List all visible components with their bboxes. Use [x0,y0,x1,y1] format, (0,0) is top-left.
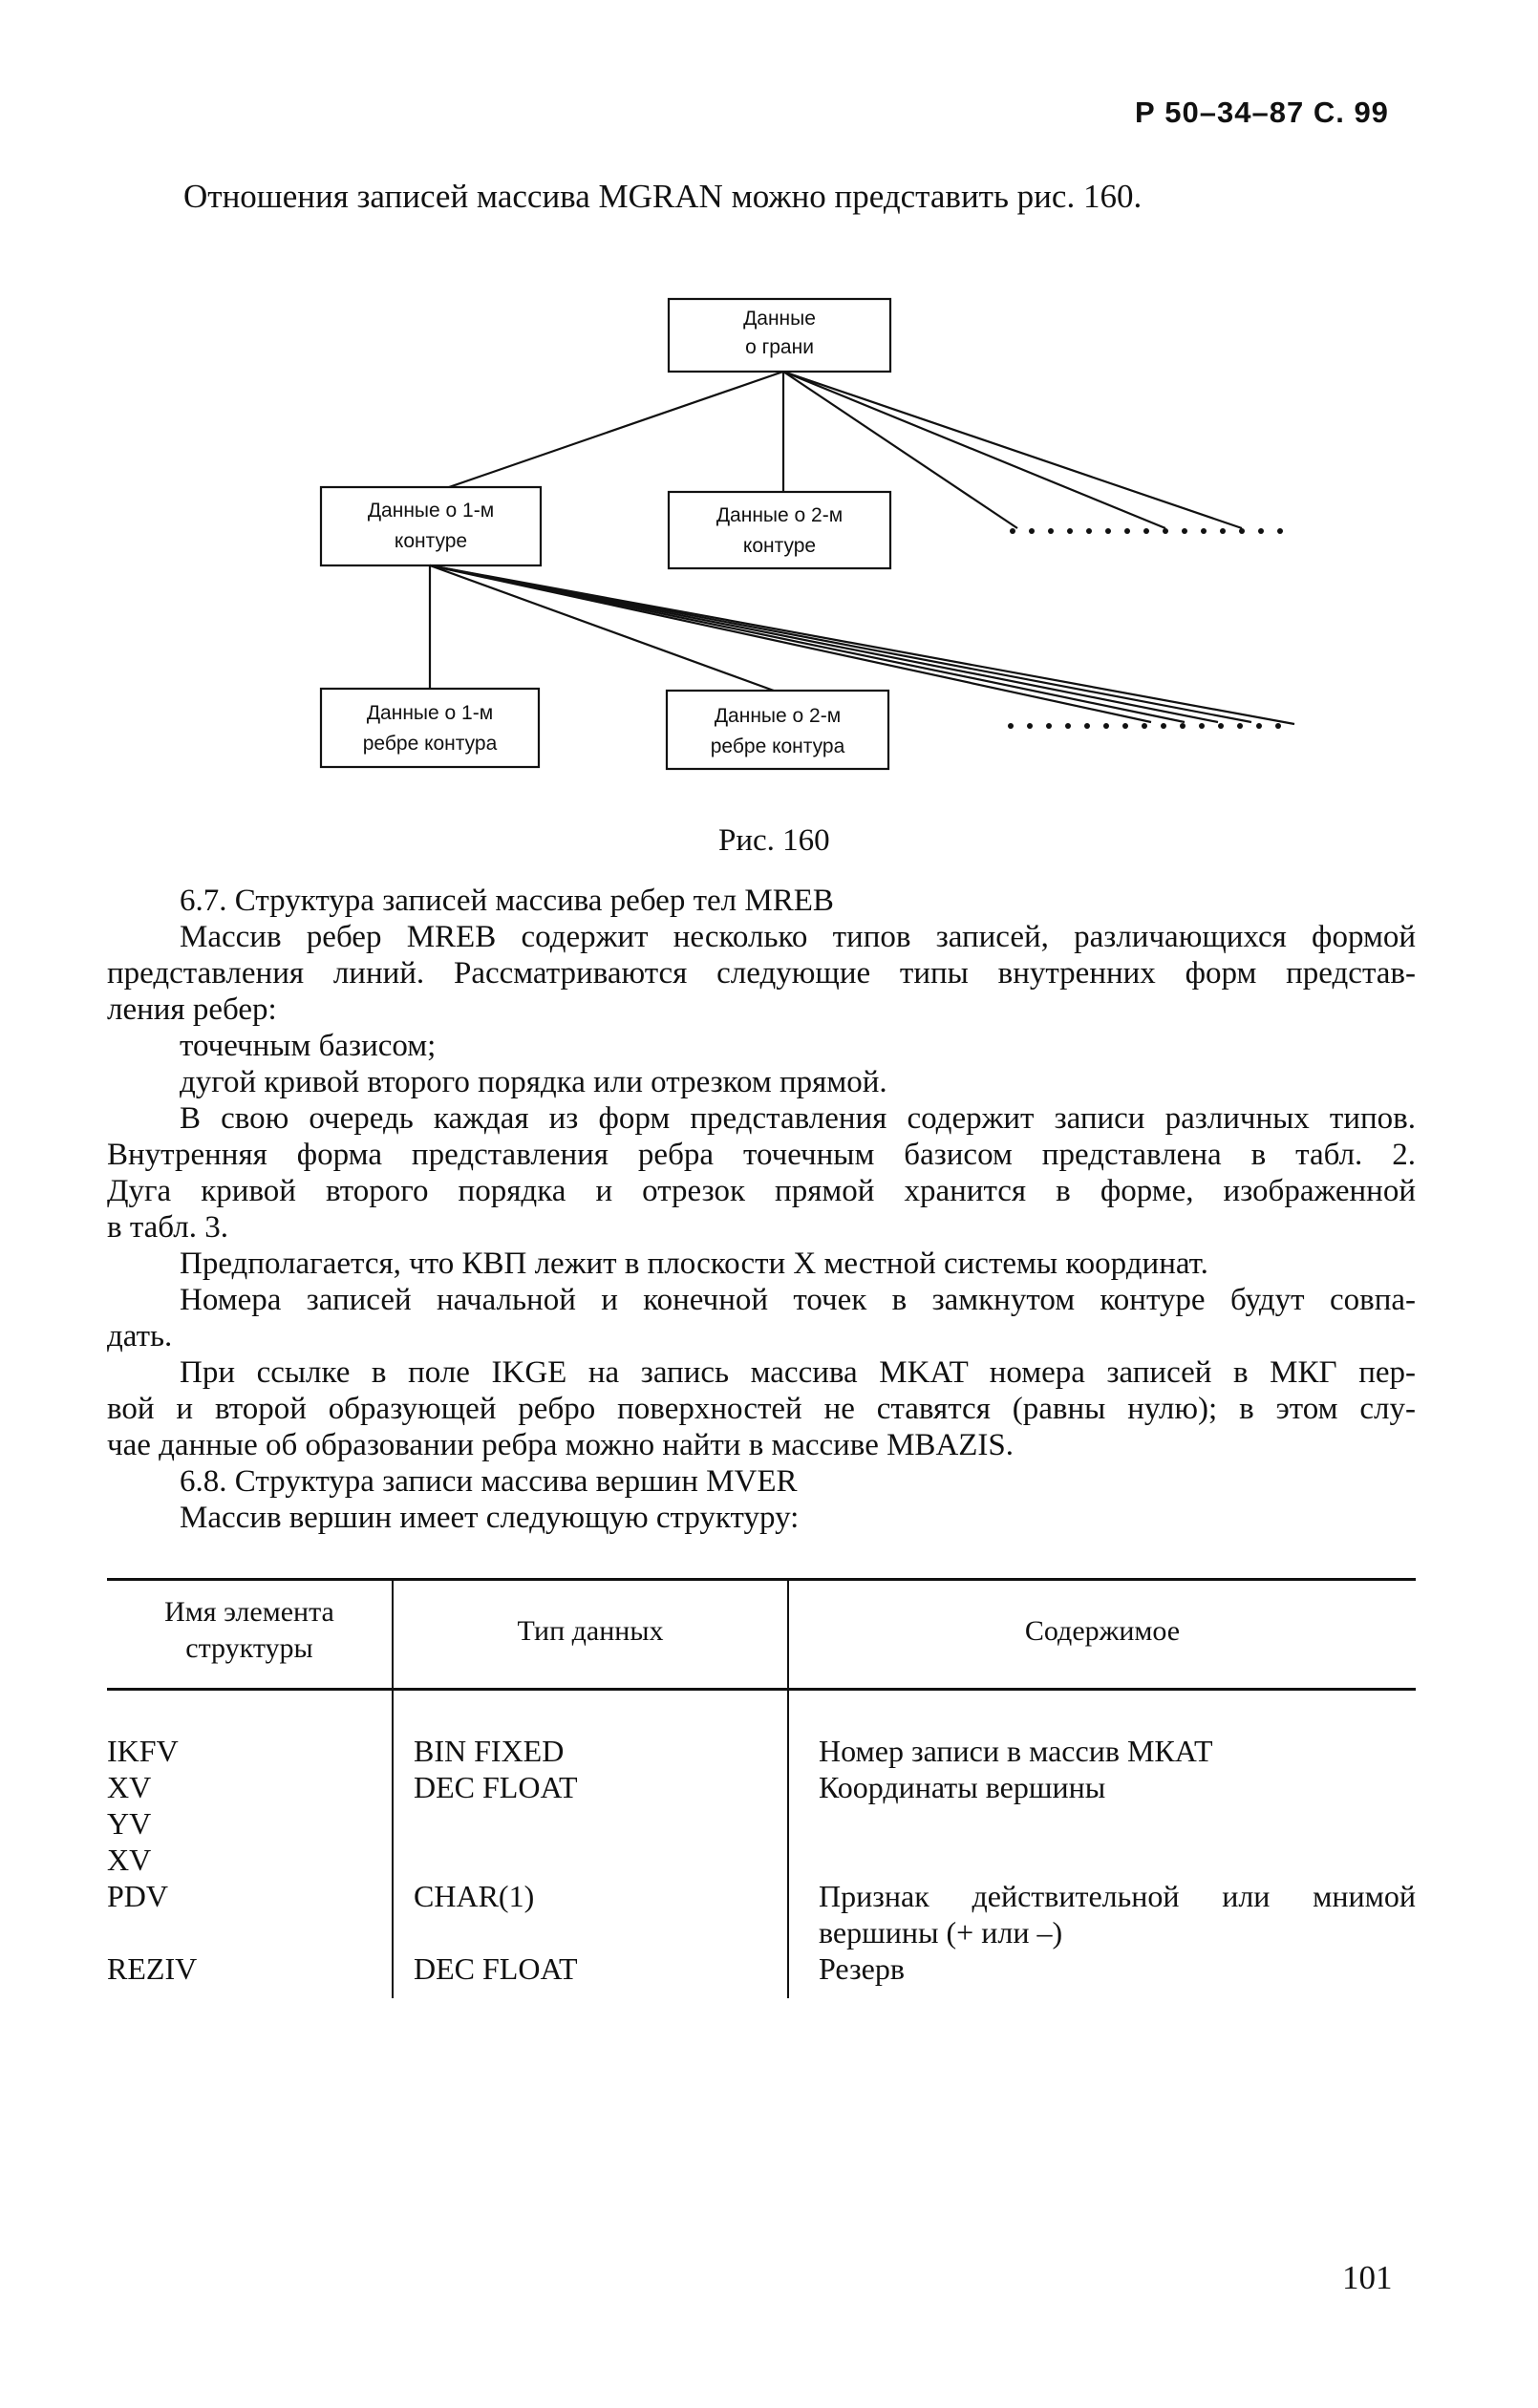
edge2-label-2: ребре контура [710,735,845,757]
paragraph-line: В свою очередь каждая из форм представления содержит записи различных типов. [180,1101,1416,1136]
paragraph-line: дать. [107,1319,173,1353]
table-row-4-name: PDV [107,1879,169,1913]
figure-160-diagram [0,0,1538,860]
contour1-label-1: Данные о 1-м [367,500,495,522]
edge1-label-2: ребре контура [362,733,498,755]
body-text [107,883,1416,1536]
edge1-box [321,689,539,767]
table-top-rule [107,1578,1416,1581]
figure-caption: Рис. 160 [718,823,830,858]
paragraph-line: представления линий. Рассматриваются следующие типы внутренних форм представ- [107,956,1416,991]
edge1-label-1: Данные о 1-м [366,702,494,724]
column-header-content: Содержимое [1024,1615,1181,1647]
contour2-label-1: Данные о 2-м [716,504,844,526]
section-heading: 6.8. Структура записи массива вершин MVER [180,1464,798,1499]
continuation-dots [1008,528,1283,729]
paragraph-line: в табл. 3. [107,1210,228,1245]
contour1-label-2: контуре [394,530,468,552]
paragraph-line: вой и второй образующей ребро поверхностей не ставятся (равны нулю); в этом слу- [107,1392,1416,1426]
paragraph-line: Дуга кривой второго порядка и отрезок прямой хранится в форме, изображенной [107,1174,1416,1208]
table-row-4-content: Признак действительной или мнимой [819,1879,1416,1913]
table-row-0-name: IKFV [107,1734,179,1768]
table-row-0-content: Номер записи в массив МКАТ [819,1734,1213,1768]
table-row-1-type: DEC FLOAT [414,1770,578,1804]
column-header-name: Имя элемента структуры [164,1596,334,1664]
table-row-0-type: BIN FIXED [414,1734,565,1768]
link-contour1-more5 [430,565,1294,724]
link-root-more3 [783,372,1242,528]
paragraph-line: При ссылке в поле IKGE на запись массива MKAT номера записей в МКГ пер- [180,1355,1416,1390]
contour2-box [669,492,890,568]
paragraph-line: Предполагается, что КВП лежит в плоскости X местной системы координат. [180,1247,1208,1281]
table-row-5-content: Резерв [819,1951,905,1986]
table-header-rule [107,1688,1416,1691]
edge2-label-1: Данные о 2-м [714,705,842,727]
table-row-1-name: XV [107,1770,152,1804]
root-label-2: о грани [745,336,814,358]
table-row-5-name: REZIV [107,1951,198,1986]
root-label-1: Данные [743,308,816,330]
paragraph-line: Номера записей начальной и конечной точек в замкнутом контуре будут совпа- [180,1283,1416,1317]
paragraph-line: Массив вершин имеет следующую структуру: [180,1501,800,1535]
table-row-2-name: YV [107,1806,152,1841]
column-header-type: Тип данных [517,1615,664,1647]
paragraph-line: Внутренняя форма представления ребра точечным базисом представлена в табл. 2. [107,1138,1416,1172]
table-row-1-content: Координаты вершины [819,1770,1106,1804]
page-header: Р 50–34–87 С. 99 [1135,96,1389,129]
table-row-5-type: DEC FLOAT [414,1951,578,1986]
list-item: дугой кривой второго порядка или отрезком прямой. [180,1065,887,1099]
paragraph-line: чае данные об образовании ребра можно найти в массиве MBAZIS. [107,1428,1015,1462]
paragraph-line: ления ребер: [107,992,277,1027]
contour2-label-2: контуре [742,535,817,557]
list-item: точечным базисом; [180,1029,437,1063]
link-root-contour1 [449,372,783,487]
section-heading: 6.7. Структура записей массива ребер тел MREB [180,884,834,918]
intro-paragraph: Отношения записей массива MGRAN можно представить рис. 160. [183,178,1143,215]
page-number: 101 [1342,2259,1393,2296]
paragraph-line: Массив ребер MREB содержит несколько типов записей, различающихся формой [180,920,1416,954]
table-row-4-type: CHAR(1) [414,1879,535,1913]
table-row-3-name: XV [107,1843,152,1877]
table-row-4-content-2: вершины (+ или –) [819,1915,1063,1950]
